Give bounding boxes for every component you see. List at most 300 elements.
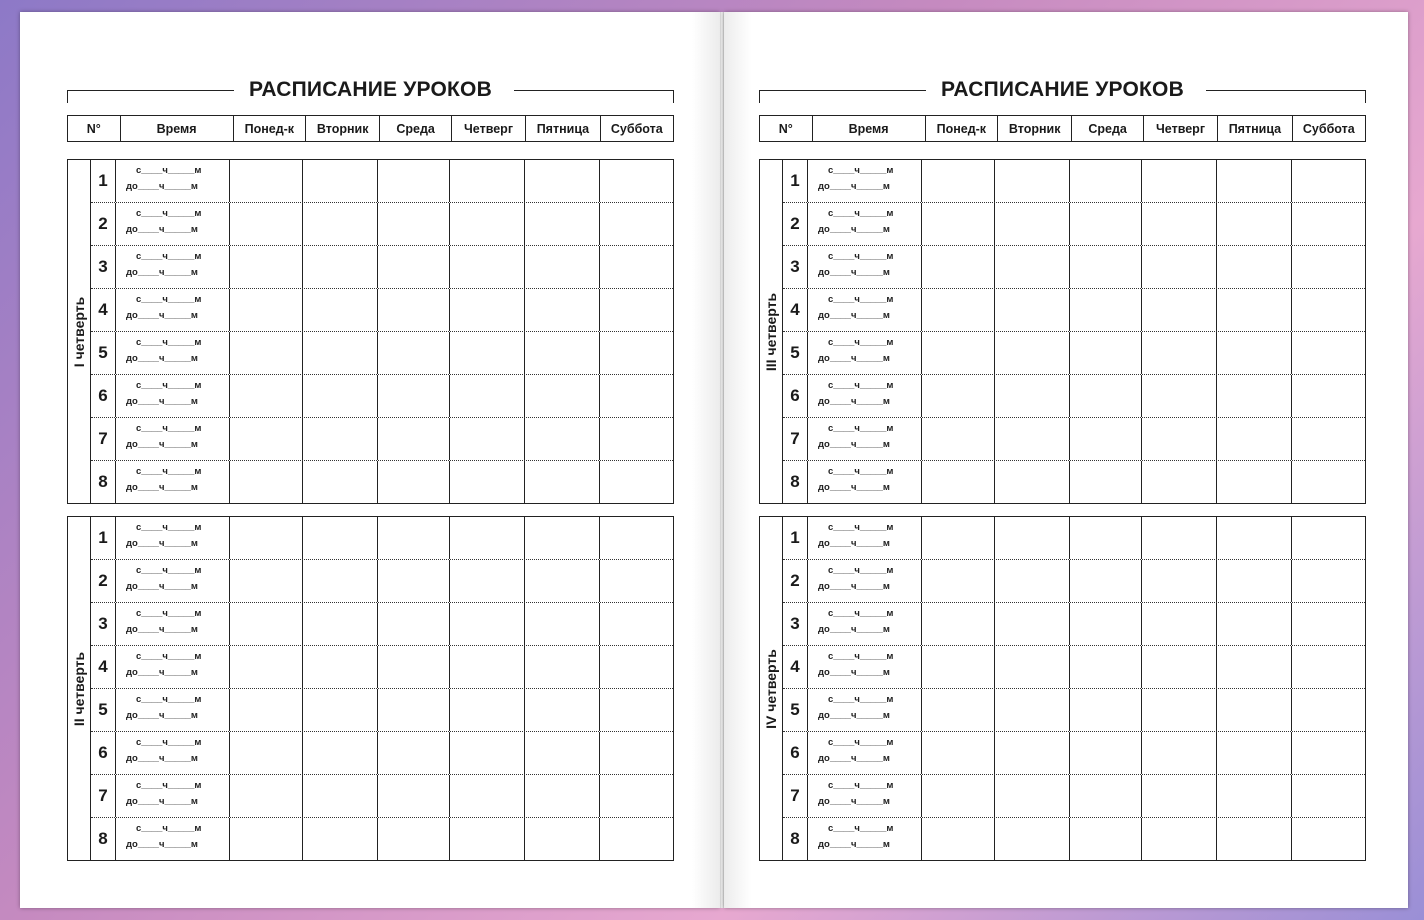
lesson-time-field[interactable]: [808, 332, 922, 374]
lesson-time-field[interactable]: [808, 818, 922, 860]
schedule-cell[interactable]: [995, 818, 1070, 860]
lesson-row: [783, 160, 1365, 203]
schedule-cell[interactable]: [1142, 517, 1217, 559]
schedule-cell[interactable]: [922, 418, 995, 460]
schedule-cell[interactable]: [1292, 603, 1365, 645]
lesson-number: 1: [91, 517, 116, 559]
quarter-label-cell: [760, 517, 783, 860]
schedule-cell[interactable]: [450, 560, 525, 602]
lesson-number: 5: [783, 689, 808, 731]
schedule-cell[interactable]: [525, 732, 600, 774]
schedule-cell[interactable]: [230, 332, 303, 374]
lesson-time-field[interactable]: [808, 289, 922, 331]
lesson-row: [91, 603, 673, 646]
schedule-cell[interactable]: [1142, 375, 1217, 417]
schedule-cell[interactable]: [922, 160, 995, 202]
quarter-label-cell: [68, 517, 91, 860]
schedule-cell[interactable]: [1292, 246, 1365, 288]
schedule-cell[interactable]: [922, 603, 995, 645]
schedule-cell[interactable]: [1217, 203, 1292, 245]
time-to: до____ч_____м: [126, 753, 198, 764]
schedule-cell[interactable]: [230, 246, 303, 288]
schedule-cell[interactable]: [600, 332, 673, 374]
schedule-cell[interactable]: [1142, 160, 1217, 202]
time-to: до____ч_____м: [818, 624, 890, 635]
lesson-number: 1: [91, 160, 116, 202]
column-day-header: Пятница: [526, 116, 600, 141]
lesson-number: 8: [783, 818, 808, 860]
lesson-row: [783, 375, 1365, 418]
lesson-time-field[interactable]: [116, 818, 230, 860]
schedule-cell[interactable]: [1142, 203, 1217, 245]
schedule-cell[interactable]: [1217, 646, 1292, 688]
schedule-cell[interactable]: [600, 418, 673, 460]
schedule-cell[interactable]: [1070, 560, 1142, 602]
schedule-cell[interactable]: [995, 732, 1070, 774]
schedule-cell[interactable]: [303, 646, 378, 688]
column-day-header: Понед-к: [926, 116, 998, 141]
schedule-cell[interactable]: [450, 603, 525, 645]
lesson-number: 3: [783, 603, 808, 645]
time-to: до____ч_____м: [818, 839, 890, 850]
schedule-cell[interactable]: [600, 689, 673, 731]
schedule-cell[interactable]: [230, 818, 303, 860]
lesson-time-field[interactable]: [808, 646, 922, 688]
schedule-cell[interactable]: [1070, 603, 1142, 645]
schedule-cell[interactable]: [303, 289, 378, 331]
schedule-cell[interactable]: [600, 160, 673, 202]
schedule-cell[interactable]: [1070, 461, 1142, 503]
schedule-cell[interactable]: [230, 517, 303, 559]
schedule-cell[interactable]: [1217, 289, 1292, 331]
time-to: до____ч_____м: [818, 267, 890, 278]
schedule-cell[interactable]: [525, 203, 600, 245]
schedule-cell[interactable]: [450, 732, 525, 774]
schedule-cell[interactable]: [922, 375, 995, 417]
schedule-cell[interactable]: [600, 375, 673, 417]
lesson-row: [91, 646, 673, 689]
schedule-cell[interactable]: [1217, 332, 1292, 374]
schedule-cell[interactable]: [600, 461, 673, 503]
schedule-cell[interactable]: [1142, 560, 1217, 602]
time-to: до____ч_____м: [818, 796, 890, 807]
schedule-cell[interactable]: [1217, 689, 1292, 731]
schedule-cell[interactable]: [922, 461, 995, 503]
schedule-cell[interactable]: [922, 732, 995, 774]
schedule-cell[interactable]: [230, 160, 303, 202]
schedule-cell[interactable]: [995, 289, 1070, 331]
schedule-cell[interactable]: [1217, 775, 1292, 817]
schedule-cell[interactable]: [600, 646, 673, 688]
schedule-cell[interactable]: [303, 560, 378, 602]
schedule-cell[interactable]: [600, 818, 673, 860]
schedule-cell[interactable]: [525, 418, 600, 460]
schedule-cell[interactable]: [450, 775, 525, 817]
schedule-cell[interactable]: [230, 203, 303, 245]
schedule-cell[interactable]: [450, 246, 525, 288]
time-to: до____ч_____м: [818, 482, 890, 493]
schedule-cell[interactable]: [600, 560, 673, 602]
time-from: с____ч_____м: [136, 294, 202, 305]
schedule-cell[interactable]: [303, 203, 378, 245]
schedule-cell[interactable]: [450, 517, 525, 559]
schedule-cell[interactable]: [922, 689, 995, 731]
column-header: [67, 115, 674, 142]
quarter-block: [67, 516, 674, 861]
time-from: с____ч_____м: [136, 780, 202, 791]
column-num-header: N°: [760, 116, 813, 141]
lesson-time-field[interactable]: [116, 603, 230, 645]
schedule-cell[interactable]: [378, 646, 450, 688]
schedule-cell[interactable]: [525, 775, 600, 817]
lesson-time-field[interactable]: [116, 646, 230, 688]
lesson-time-field[interactable]: [808, 246, 922, 288]
schedule-cell[interactable]: [378, 560, 450, 602]
schedule-cell[interactable]: [1292, 160, 1365, 202]
title-row: [67, 78, 674, 102]
schedule-cell[interactable]: [922, 775, 995, 817]
lesson-number: 1: [783, 517, 808, 559]
schedule-cell[interactable]: [922, 560, 995, 602]
schedule-cell[interactable]: [450, 160, 525, 202]
quarter-label: I четверть: [71, 296, 87, 367]
schedule-cell[interactable]: [303, 517, 378, 559]
lesson-row: [783, 517, 1365, 560]
schedule-cell[interactable]: [1217, 246, 1292, 288]
lesson-row: [783, 732, 1365, 775]
schedule-cell[interactable]: [525, 646, 600, 688]
time-from: с____ч_____м: [828, 251, 894, 262]
schedule-cell[interactable]: [1070, 289, 1142, 331]
schedule-cell[interactable]: [922, 203, 995, 245]
schedule-cell[interactable]: [230, 418, 303, 460]
time-to: до____ч_____м: [818, 310, 890, 321]
schedule-cell[interactable]: [1070, 732, 1142, 774]
time-to: до____ч_____м: [818, 710, 890, 721]
lesson-number: 2: [91, 560, 116, 602]
schedule-cell[interactable]: [230, 646, 303, 688]
lesson-time-field[interactable]: [116, 775, 230, 817]
time-from: с____ч_____м: [136, 608, 202, 619]
time-from: с____ч_____м: [828, 694, 894, 705]
schedule-cell[interactable]: [922, 818, 995, 860]
schedule-cell[interactable]: [1292, 818, 1365, 860]
time-to: до____ч_____м: [126, 310, 198, 321]
schedule-cell[interactable]: [450, 203, 525, 245]
lesson-time-field[interactable]: [808, 689, 922, 731]
schedule-cell[interactable]: [995, 246, 1070, 288]
schedule-cell[interactable]: [525, 160, 600, 202]
schedule-cell[interactable]: [450, 289, 525, 331]
schedule-cell[interactable]: [1217, 461, 1292, 503]
lesson-row: [91, 775, 673, 818]
schedule-cell[interactable]: [1292, 289, 1365, 331]
schedule-cell[interactable]: [378, 818, 450, 860]
schedule-cell[interactable]: [1070, 517, 1142, 559]
schedule-cell[interactable]: [525, 560, 600, 602]
schedule-cell[interactable]: [1217, 603, 1292, 645]
schedule-cell[interactable]: [995, 461, 1070, 503]
schedule-cell[interactable]: [1070, 332, 1142, 374]
schedule-cell[interactable]: [1142, 603, 1217, 645]
schedule-cell[interactable]: [1292, 332, 1365, 374]
schedule-cell[interactable]: [1142, 289, 1217, 331]
schedule-cell[interactable]: [995, 418, 1070, 460]
schedule-cell[interactable]: [303, 603, 378, 645]
schedule-cell[interactable]: [525, 818, 600, 860]
quarter-block: [759, 516, 1366, 861]
schedule-cell[interactable]: [922, 646, 995, 688]
schedule-cell[interactable]: [303, 461, 378, 503]
schedule-cell[interactable]: [600, 517, 673, 559]
schedule-cell[interactable]: [1142, 646, 1217, 688]
schedule-cell[interactable]: [230, 732, 303, 774]
schedule-cell[interactable]: [1070, 375, 1142, 417]
schedule-cell[interactable]: [230, 689, 303, 731]
column-num-header: N°: [68, 116, 121, 141]
schedule-cell[interactable]: [1070, 818, 1142, 860]
schedule-cell[interactable]: [450, 418, 525, 460]
lesson-time-field[interactable]: [808, 603, 922, 645]
schedule-cell[interactable]: [1070, 160, 1142, 202]
schedule-cell[interactable]: [1070, 646, 1142, 688]
schedule-cell[interactable]: [450, 375, 525, 417]
lesson-time-field[interactable]: [808, 418, 922, 460]
lesson-time-field[interactable]: [808, 517, 922, 559]
time-from: с____ч_____м: [828, 780, 894, 791]
schedule-cell[interactable]: [378, 246, 450, 288]
lesson-time-field[interactable]: [116, 375, 230, 417]
schedule-cell[interactable]: [303, 160, 378, 202]
lesson-row: [783, 646, 1365, 689]
schedule-cell[interactable]: [922, 246, 995, 288]
lesson-time-field[interactable]: [116, 246, 230, 288]
schedule-cell[interactable]: [1070, 418, 1142, 460]
schedule-cell[interactable]: [1217, 560, 1292, 602]
schedule-cell[interactable]: [230, 560, 303, 602]
schedule-cell[interactable]: [378, 732, 450, 774]
time-to: до____ч_____м: [818, 667, 890, 678]
schedule-cell[interactable]: [600, 775, 673, 817]
schedule-cell[interactable]: [378, 332, 450, 374]
lesson-row: [783, 332, 1365, 375]
lesson-number: 4: [91, 289, 116, 331]
lesson-row: [783, 418, 1365, 461]
schedule-cell[interactable]: [1217, 375, 1292, 417]
schedule-cell[interactable]: [995, 160, 1070, 202]
schedule-cell[interactable]: [378, 461, 450, 503]
lesson-time-field[interactable]: [116, 689, 230, 731]
schedule-cell[interactable]: [1070, 203, 1142, 245]
header-frame: [67, 90, 674, 103]
lesson-time-field[interactable]: [808, 160, 922, 202]
lesson-number: 2: [91, 203, 116, 245]
lesson-time-field[interactable]: [808, 461, 922, 503]
schedule-cell[interactable]: [230, 289, 303, 331]
schedule-cell[interactable]: [1142, 732, 1217, 774]
quarter-label: II четверть: [71, 651, 87, 726]
lesson-row: [91, 689, 673, 732]
schedule-cell[interactable]: [450, 461, 525, 503]
schedule-cell[interactable]: [1292, 689, 1365, 731]
time-from: с____ч_____м: [828, 337, 894, 348]
time-to: до____ч_____м: [818, 181, 890, 192]
lesson-row: [91, 517, 673, 560]
schedule-cell[interactable]: [995, 775, 1070, 817]
schedule-cell[interactable]: [525, 332, 600, 374]
column-time-header: Время: [813, 116, 926, 141]
lesson-time-field[interactable]: [116, 517, 230, 559]
schedule-cell[interactable]: [525, 289, 600, 331]
lesson-time-field[interactable]: [116, 560, 230, 602]
schedule-cell[interactable]: [230, 461, 303, 503]
schedule-cell[interactable]: [450, 818, 525, 860]
schedule-cell[interactable]: [1142, 332, 1217, 374]
schedule-cell[interactable]: [230, 375, 303, 417]
schedule-cell[interactable]: [1142, 246, 1217, 288]
schedule-cell[interactable]: [600, 289, 673, 331]
lesson-time-field[interactable]: [808, 375, 922, 417]
lesson-time-field[interactable]: [116, 418, 230, 460]
column-day-header: Четверг: [1144, 116, 1218, 141]
time-to: до____ч_____м: [126, 581, 198, 592]
schedule-cell[interactable]: [1292, 461, 1365, 503]
schedule-cell[interactable]: [1292, 418, 1365, 460]
lesson-time-field[interactable]: [808, 203, 922, 245]
schedule-cell[interactable]: [1292, 775, 1365, 817]
schedule-cell[interactable]: [303, 246, 378, 288]
schedule-cell[interactable]: [995, 517, 1070, 559]
schedule-cell[interactable]: [230, 775, 303, 817]
schedule-cell[interactable]: [1142, 461, 1217, 503]
schedule-cell[interactable]: [600, 203, 673, 245]
column-header: [759, 115, 1366, 142]
quarter-label: III четверть: [763, 292, 779, 371]
schedule-cell[interactable]: [600, 603, 673, 645]
schedule-cell[interactable]: [995, 689, 1070, 731]
schedule-cell[interactable]: [995, 203, 1070, 245]
schedule-cell[interactable]: [378, 375, 450, 417]
schedule-cell[interactable]: [995, 646, 1070, 688]
schedule-cell[interactable]: [450, 689, 525, 731]
schedule-cell[interactable]: [378, 203, 450, 245]
schedule-cell[interactable]: [1217, 732, 1292, 774]
lesson-time-field[interactable]: [116, 289, 230, 331]
schedule-cell[interactable]: [1292, 375, 1365, 417]
schedule-cell[interactable]: [1217, 818, 1292, 860]
column-day-header: Среда: [1072, 116, 1143, 141]
lesson-row: [783, 689, 1365, 732]
schedule-cell[interactable]: [1070, 689, 1142, 731]
time-from: с____ч_____м: [828, 565, 894, 576]
schedule-cell[interactable]: [995, 332, 1070, 374]
lesson-time-field[interactable]: [808, 732, 922, 774]
schedule-cell[interactable]: [1217, 160, 1292, 202]
schedule-cell[interactable]: [1070, 775, 1142, 817]
schedule-cell[interactable]: [1142, 418, 1217, 460]
lesson-time-field[interactable]: [808, 775, 922, 817]
schedule-cell[interactable]: [303, 732, 378, 774]
schedule-cell[interactable]: [995, 560, 1070, 602]
schedule-cell[interactable]: [378, 517, 450, 559]
schedule-cell[interactable]: [922, 289, 995, 331]
lesson-time-field[interactable]: [116, 160, 230, 202]
time-from: с____ч_____м: [136, 380, 202, 391]
schedule-cell[interactable]: [525, 246, 600, 288]
schedule-cell[interactable]: [995, 375, 1070, 417]
lesson-number: 8: [783, 461, 808, 503]
schedule-cell[interactable]: [450, 646, 525, 688]
lesson-time-field[interactable]: [808, 560, 922, 602]
schedule-cell[interactable]: [378, 418, 450, 460]
time-from: с____ч_____м: [828, 165, 894, 176]
schedule-cell[interactable]: [378, 689, 450, 731]
column-day-header: Четверг: [452, 116, 526, 141]
schedule-cell[interactable]: [600, 246, 673, 288]
schedule-cell[interactable]: [1292, 646, 1365, 688]
time-from: с____ч_____м: [828, 208, 894, 219]
schedule-cell[interactable]: [1142, 689, 1217, 731]
schedule-cell[interactable]: [378, 775, 450, 817]
time-to: до____ч_____м: [126, 839, 198, 850]
time-from: с____ч_____м: [136, 423, 202, 434]
time-to: до____ч_____м: [818, 753, 890, 764]
schedule-cell[interactable]: [525, 517, 600, 559]
schedule-cell[interactable]: [1217, 517, 1292, 559]
schedule-cell[interactable]: [230, 603, 303, 645]
schedule-cell[interactable]: [1142, 818, 1217, 860]
schedule-cell[interactable]: [303, 818, 378, 860]
schedule-cell[interactable]: [378, 603, 450, 645]
time-from: с____ч_____м: [136, 522, 202, 533]
lesson-row: [783, 461, 1365, 503]
time-from: с____ч_____м: [136, 208, 202, 219]
schedule-cell[interactable]: [378, 289, 450, 331]
schedule-cell[interactable]: [922, 332, 995, 374]
lesson-rows: [783, 517, 1365, 860]
schedule-cell[interactable]: [450, 332, 525, 374]
schedule-cell[interactable]: [1292, 560, 1365, 602]
time-from: с____ч_____м: [136, 823, 202, 834]
schedule-cell[interactable]: [378, 160, 450, 202]
schedule-cell[interactable]: [600, 732, 673, 774]
time-to: до____ч_____м: [818, 353, 890, 364]
schedule-cell[interactable]: [303, 689, 378, 731]
schedule-cell[interactable]: [1292, 732, 1365, 774]
schedule-cell[interactable]: [303, 775, 378, 817]
schedule-cell[interactable]: [995, 603, 1070, 645]
schedule-cell[interactable]: [1292, 203, 1365, 245]
schedule-cell[interactable]: [303, 418, 378, 460]
schedule-cell[interactable]: [525, 603, 600, 645]
schedule-cell[interactable]: [525, 375, 600, 417]
lesson-time-field[interactable]: [116, 461, 230, 503]
schedule-cell[interactable]: [525, 461, 600, 503]
time-from: с____ч_____м: [828, 737, 894, 748]
schedule-cell[interactable]: [1070, 246, 1142, 288]
schedule-cell[interactable]: [303, 332, 378, 374]
schedule-cell[interactable]: [1217, 418, 1292, 460]
lesson-time-field[interactable]: [116, 332, 230, 374]
lesson-time-field[interactable]: [116, 732, 230, 774]
schedule-cell[interactable]: [1142, 775, 1217, 817]
schedule-cell[interactable]: [303, 375, 378, 417]
schedule-cell[interactable]: [1292, 517, 1365, 559]
time-from: с____ч_____м: [828, 466, 894, 477]
schedule-cell[interactable]: [525, 689, 600, 731]
schedule-cell[interactable]: [922, 517, 995, 559]
lesson-time-field[interactable]: [116, 203, 230, 245]
